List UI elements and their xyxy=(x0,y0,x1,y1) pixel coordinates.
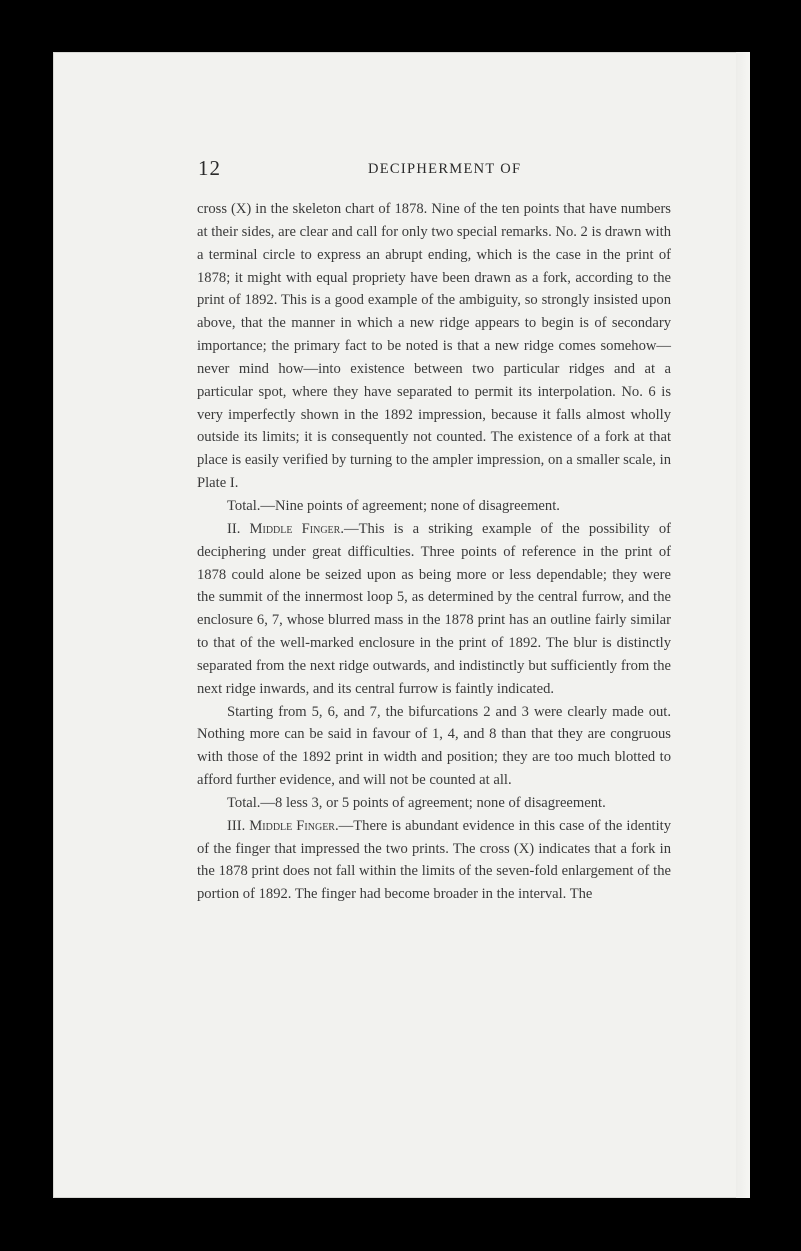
paragraph xyxy=(197,701,671,792)
section-lead: III. Middle Finger. xyxy=(227,817,339,834)
paragraph-text: cross (X) in the skeleton chart of 1878. Nine of the ten points that have numbers at their sides, are clear and call for only two special remarks. No. 2 is drawn with a terminal circle to express an abrupt ending, which is the case in the print of 1878; it might with equal propriety have been drawn as a fork, according to the print of 1892. This is a good example of the ambiguity, so strongly insisted upon above, that the manner in which a new ridge appears to begin is of secondary importance; the primary fact to be noted is that a new ridge comes somehow—never mind how—into existence between two particular ridges and at a particular spot, where they have separated to permit its interpolation. No. 6 is very imperfectly shown in the 1892 impression, because it falls almost wholly outside its limits; it is consequently not counted. The existence of a fork at that place is easily verified by turning to the ampler impression, on a smaller scale, in Plate I. xyxy=(197,201,671,492)
paragraph-text: —There is abundant evidence in this case of the identity of the finger that impressed the two prints. The cross (X) indicates that a fork in the 1878 print does not fall within the limits of the seven-fold enlargement of the portion of 1892. The finger had become broader in the interval. The xyxy=(197,817,671,903)
paragraph-text: Starting from 5, 6, and 7, the bifurcations 2 and 3 were clearly made out. Nothing more can be said in favour of 1, 4, and 8 than that they are congruous with those of the 1892 print in width and position; they are too much blotted to afford further evidence, and will not be counted at all. xyxy=(197,703,671,789)
paragraph-text: Total.—Nine points of agreement; none of disagreement. xyxy=(227,497,560,514)
paragraph xyxy=(197,815,671,906)
paragraph-text: —This is a striking example of the possibility of deciphering under great difficulties. Three points of reference in the print of 1878 could alone be seized upon as being more or less dependable; they were the summit of the innermost loop 5, as determined by the central furrow, and the enclosure 6, 7, whose blurred mass in the 1878 print has an outline fairly similar to that of the well-marked enclosure in the print of 1892. The blur is distinctly separated from the next ridge outwards, and indistinctly but sufficiently from the next ridge inwards, and its central furrow is faintly indicated. xyxy=(197,520,671,697)
paragraph xyxy=(197,792,671,815)
page-number: 12 xyxy=(198,156,221,180)
section-lead: II. Middle Finger. xyxy=(227,520,344,537)
paragraph xyxy=(197,495,671,518)
body-text xyxy=(197,198,671,906)
running-head: DECIPHERMENT OF xyxy=(368,161,522,177)
page-edge xyxy=(736,52,750,1198)
paragraph xyxy=(197,198,671,495)
paragraph-text: Total.—8 less 3, or 5 points of agreement; none of disagreement. xyxy=(227,794,606,811)
paragraph xyxy=(197,518,671,701)
